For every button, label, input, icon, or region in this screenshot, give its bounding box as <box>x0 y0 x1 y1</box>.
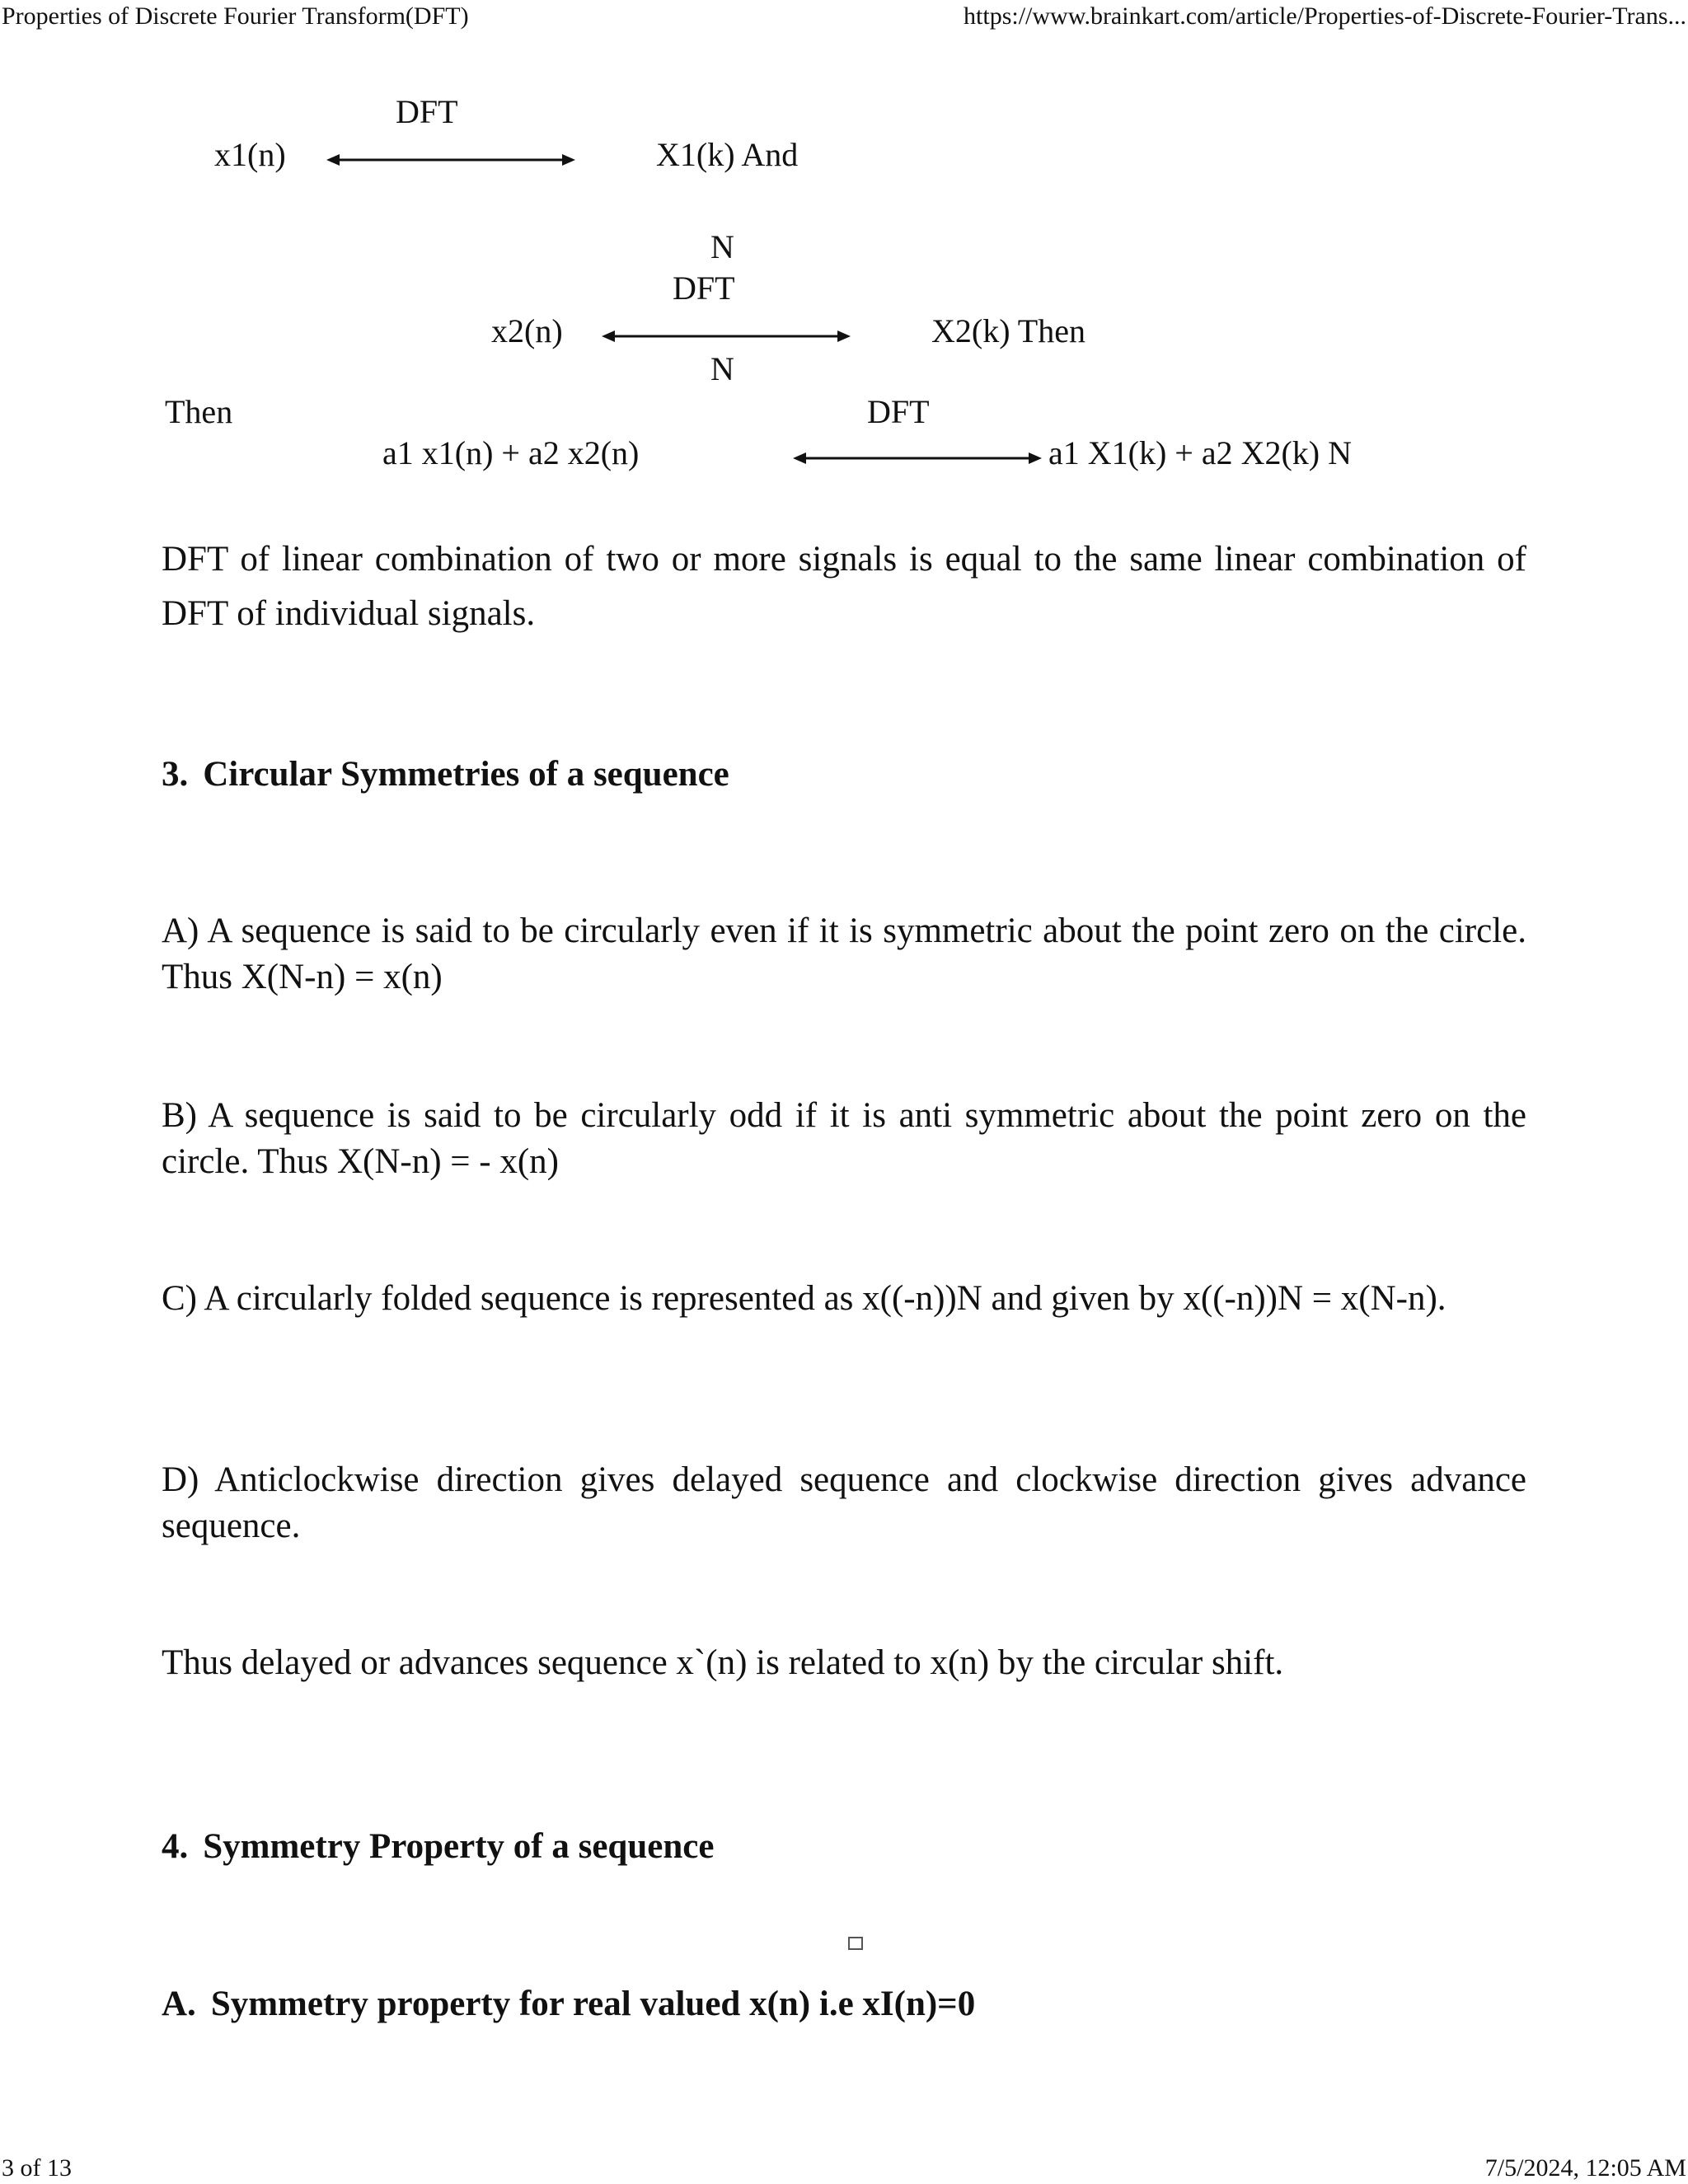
document-title: Properties of Discrete Fourier Transform(DFT) <box>2 2 469 30</box>
section-3-number: 3. <box>162 755 189 794</box>
item-d-paragraph: D) Anticlockwise direction gives delayed sequence and clockwise direction gives advance sequence. <box>162 1460 1526 1545</box>
dft-label-1: DFT <box>396 93 458 130</box>
section-A-heading <box>162 1981 975 2027</box>
section-A-number: A. <box>162 1985 196 2023</box>
page-number: 3 of 13 <box>2 2154 72 2182</box>
dft-label-2: DFT <box>673 269 735 307</box>
section-4-heading <box>162 1824 714 1870</box>
item-b-paragraph: B) A sequence is said to be circularly odd if it is anti symmetric about the point zero on the circle. Thus X(N-n) = - x(n) <box>162 1096 1526 1181</box>
signal-x1n: x1(n) <box>214 136 286 173</box>
double-arrow-icon <box>602 326 851 346</box>
double-arrow-icon <box>793 448 1042 468</box>
item-c-paragraph: C) A circularly folded sequence is represented as x((-n))N and given by x((-n))N = x(N-n). <box>162 1279 1447 1318</box>
section-4-title: Symmetry Property of a sequence <box>203 1827 715 1866</box>
then-label: Then <box>165 393 233 430</box>
section-4-number: 4. <box>162 1827 189 1866</box>
linearity-paragraph: DFT of linear combination of two or more signals is equal to the same linear combination of DFT of individual signals. <box>162 540 1526 633</box>
section-3-title: Circular Symmetries of a sequence <box>203 755 729 794</box>
missing-glyph-icon <box>848 1937 863 1950</box>
print-datetime: 7/5/2024, 12:05 AM <box>1484 2154 1686 2182</box>
length-N-bottom: N <box>710 350 734 387</box>
section-A-title: Symmetry property for real valued x(n) i.e xI(n)=0 <box>210 1985 976 2023</box>
spectrum-X2k: X2(k) Then <box>931 312 1085 349</box>
signal-x2n: x2(n) <box>491 312 563 349</box>
double-arrow-icon <box>326 150 575 170</box>
page-url: https://www.brainkart.com/article/Properties-of-Discrete-Fourier-Trans... <box>964 2 1686 30</box>
linear-combination-signal: a1 x1(n) + a2 x2(n) <box>382 434 640 471</box>
length-N-top: N <box>710 228 734 265</box>
circular-shift-paragraph: Thus delayed or advances sequence x`(n) is related to x(n) by the circular shift. <box>162 1643 1284 1682</box>
item-a-paragraph: A) A sequence is said to be circularly even if it is symmetric about the point zero on the circle. Thus X(N-n) = x(n) <box>162 912 1526 996</box>
spectrum-X1k: X1(k) And <box>656 136 799 173</box>
section-3-heading <box>162 752 729 798</box>
dft-label-3: DFT <box>867 393 930 430</box>
linear-combination-spectrum: a1 X1(k) + a2 X2(k) N <box>1048 434 1353 471</box>
